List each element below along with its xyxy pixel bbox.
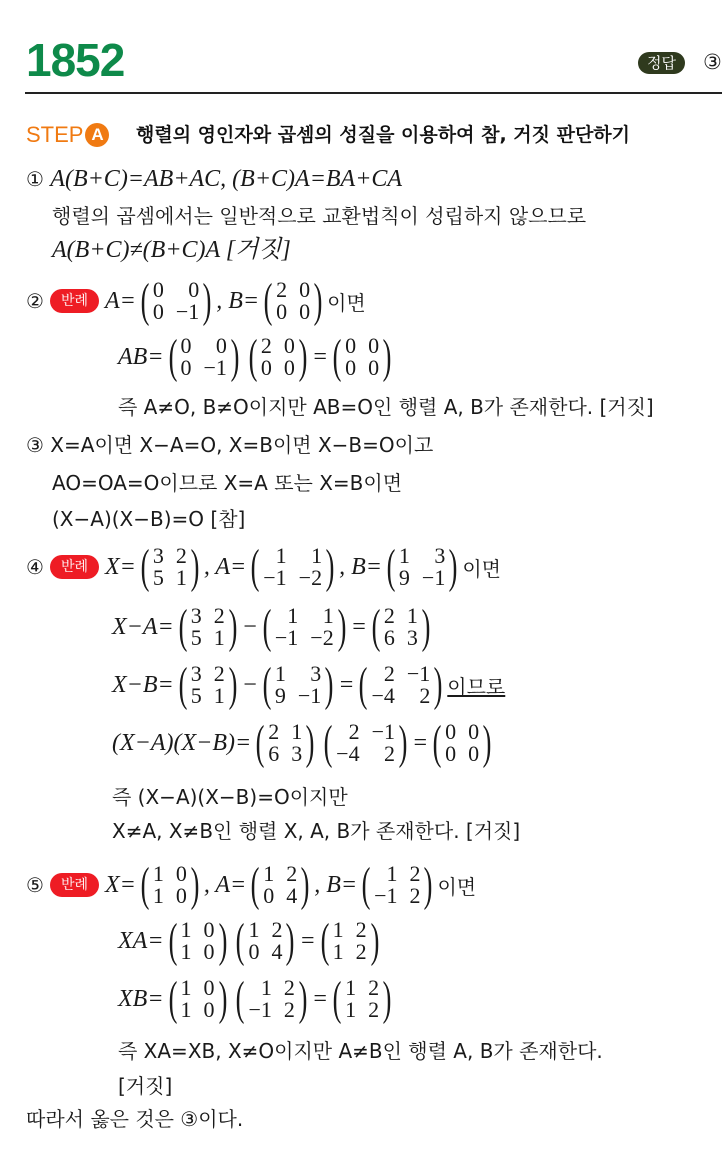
label-a: , A= bbox=[203, 871, 247, 898]
matrix-b: ( 1 2 −1 2 ) bbox=[361, 858, 433, 911]
suffix: 이면 bbox=[327, 290, 366, 315]
item-2-conclusion: 즉 A≠O, B≠O이지만 AB=O인 행렬 A, B가 존재한다. [거짓] bbox=[118, 395, 654, 419]
label-x: X= bbox=[105, 553, 136, 580]
matrix-result: ( 2 1 6 3 ) bbox=[371, 600, 431, 653]
answer-value: ③ bbox=[703, 50, 722, 74]
equation: A(B+C)≠(B+C)A [거짓] bbox=[52, 237, 291, 263]
item-4-line-a: 즉 (X−A)(X−B)=O이지만 bbox=[112, 785, 348, 809]
matrix-result: ( 2 −1 −4 2 ) bbox=[359, 658, 443, 711]
operator: − bbox=[241, 671, 258, 698]
item-5-line-a: 즉 XA=XB, X≠O이지만 A≠B인 행렬 A, B가 존재한다. bbox=[118, 1039, 603, 1063]
problem-number: 1852 bbox=[26, 34, 125, 86]
equals: = bbox=[299, 927, 316, 954]
lhs: (X−A)(X−B)= bbox=[112, 729, 252, 756]
equals: = bbox=[311, 343, 329, 370]
item-3-line-2: AO=OA=O이므로 X=A 또는 X=B이면 bbox=[52, 471, 403, 495]
item-2-product bbox=[118, 330, 396, 383]
matrix: ( 0 0 0 −1 ) bbox=[168, 330, 240, 383]
matrix-result: ( 0 0 0 0 ) bbox=[332, 330, 392, 383]
counterexample-badge: 반례 bbox=[50, 873, 99, 897]
answer-badge: 정답 bbox=[638, 52, 685, 74]
matrix-b: ( 2 0 0 0 ) bbox=[263, 274, 323, 327]
step-title: 행렬의 영인자와 곱셈의 성질을 이용하여 참, 거짓 판단하기 bbox=[136, 124, 631, 146]
matrix: ( 2 −1 −4 2 ) bbox=[323, 716, 408, 769]
suffix: 이면 bbox=[437, 874, 477, 899]
final-conclusion: 따라서 옳은 것은 ③이다. bbox=[26, 1107, 244, 1131]
lhs: AB= bbox=[118, 343, 164, 370]
step-label bbox=[26, 121, 109, 149]
lhs: X−B= bbox=[112, 671, 174, 698]
label-b: , B= bbox=[339, 553, 382, 580]
item-1-line-2: 행렬의 곱셈에서는 일반적으로 교환법칙이 성립하지 않으므로 bbox=[52, 204, 587, 228]
item-4-product bbox=[112, 716, 496, 769]
matrix: ( 3 2 5 1 ) bbox=[178, 658, 238, 711]
step-letter-icon: A bbox=[85, 123, 109, 147]
item-4-line-b: X≠A, X≠B인 행렬 X, A, B가 존재한다. [거짓] bbox=[112, 819, 521, 843]
item-2-definition bbox=[26, 274, 366, 327]
equals: = bbox=[411, 729, 429, 756]
matrix: ( 1 1 −1 −2 ) bbox=[262, 600, 347, 653]
matrix: ( 2 0 0 0 ) bbox=[248, 330, 308, 383]
matrix-a: ( 0 0 0 −1 ) bbox=[140, 274, 212, 327]
matrix-x: ( 3 2 5 1 ) bbox=[140, 540, 200, 593]
equals: = bbox=[350, 613, 367, 640]
item-4-x-minus-b bbox=[112, 658, 506, 711]
item-1-line-1 bbox=[26, 166, 402, 192]
item-marker: ⑤ bbox=[26, 873, 44, 897]
equals: = bbox=[338, 671, 355, 698]
lhs: XB= bbox=[118, 985, 164, 1012]
matrix-result: ( 0 0 0 0 ) bbox=[432, 716, 492, 769]
item-3-line-1 bbox=[26, 432, 433, 458]
matrix: ( 1 0 1 0 ) bbox=[168, 972, 227, 1025]
matrix: ( 3 2 5 1 ) bbox=[178, 600, 238, 653]
label-b: , B= bbox=[216, 287, 260, 314]
label-a: A= bbox=[105, 287, 136, 314]
label-b: , B= bbox=[314, 871, 358, 898]
matrix-result: ( 1 2 1 2 ) bbox=[332, 972, 392, 1025]
item-3-line-3: (X−A)(X−B)=O [참] bbox=[52, 507, 246, 531]
item-5-line-b: [거짓] bbox=[118, 1074, 173, 1098]
operator: − bbox=[241, 613, 258, 640]
matrix-a: ( 1 2 0 4 ) bbox=[250, 858, 310, 911]
item-marker: ② bbox=[26, 289, 44, 313]
item-1-line-3 bbox=[52, 237, 291, 263]
matrix: ( 1 2 −1 2 ) bbox=[236, 972, 308, 1025]
item-5-definition bbox=[26, 858, 477, 911]
matrix-result: ( 1 2 1 2 ) bbox=[320, 914, 380, 967]
lhs: XA= bbox=[118, 927, 164, 954]
label-x: X= bbox=[105, 871, 136, 898]
suffix: 이므로 bbox=[447, 674, 506, 699]
matrix: ( 1 3 9 −1 ) bbox=[262, 658, 334, 711]
item-5-xb bbox=[118, 972, 396, 1025]
step-text: STEP bbox=[26, 122, 84, 147]
matrix: ( 1 0 1 0 ) bbox=[168, 914, 227, 967]
matrix: ( 1 2 0 4 ) bbox=[236, 914, 295, 967]
counterexample-badge: 반례 bbox=[50, 555, 99, 579]
item-marker: ③ bbox=[26, 433, 44, 457]
label-a: , A= bbox=[203, 553, 247, 580]
item-marker: ① bbox=[26, 167, 44, 191]
item-4-x-minus-a bbox=[112, 600, 435, 653]
text: X=A이면 X−A=O, X=B이면 X−B=O이고 bbox=[50, 433, 434, 457]
matrix-a: ( 1 1 −1 −2 ) bbox=[250, 540, 335, 593]
equals: = bbox=[311, 985, 329, 1012]
matrix-b: ( 1 3 9 −1 ) bbox=[386, 540, 458, 593]
matrix-x: ( 1 0 1 0 ) bbox=[140, 858, 200, 911]
counterexample-badge: 반례 bbox=[50, 289, 99, 313]
lhs: X−A= bbox=[112, 613, 174, 640]
suffix: 이면 bbox=[462, 556, 501, 581]
item-marker: ④ bbox=[26, 555, 44, 579]
item-5-xa bbox=[118, 914, 384, 967]
header-divider bbox=[25, 92, 722, 94]
matrix: ( 2 1 6 3 ) bbox=[255, 716, 315, 769]
equation: A(B+C)=AB+AC, (B+C)A=BA+CA bbox=[50, 166, 403, 192]
item-4-definition bbox=[26, 540, 501, 593]
